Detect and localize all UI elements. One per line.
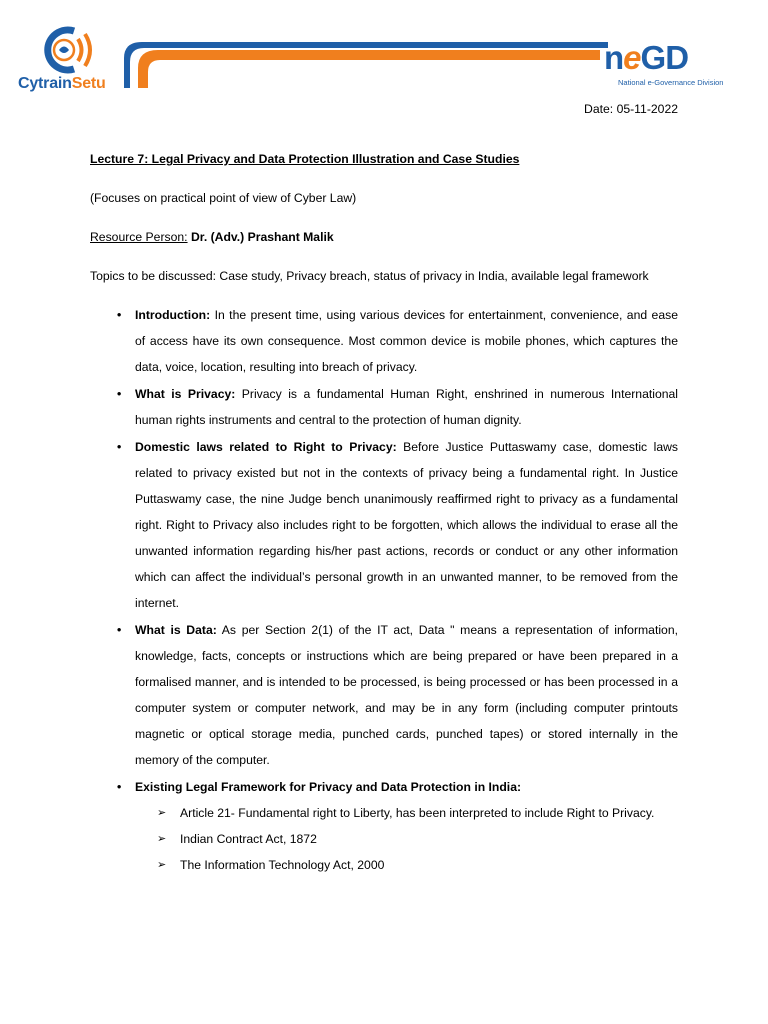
arrow-bullet-icon: ➢ — [157, 832, 167, 845]
arrow-bullet-icon: ➢ — [157, 858, 167, 871]
bullet-item-introduction — [90, 302, 678, 380]
sub-list-item — [135, 800, 678, 826]
resource-person-name: Dr. (Adv.) Prashant Malik — [190, 230, 334, 244]
bullet-icon: • — [117, 440, 122, 454]
bullet-item-what-is-privacy — [90, 381, 678, 433]
sub-item-text: Indian Contract Act, 1872 — [180, 832, 317, 846]
negd-logo — [604, 40, 734, 92]
bullet-text: Privacy is a fundamental Human Right, enshrined in numerous International human rights instruments and central to the protection of human dignity. — [135, 387, 678, 427]
bullet-heading: Existing Legal Framework for Privacy and Data Protection in India: — [135, 780, 522, 794]
sub-list-item — [135, 852, 678, 878]
arrow-bullet-icon: ➢ — [157, 806, 167, 819]
sub-item-text: The Information Technology Act, 2000 — [180, 858, 385, 872]
bullet-item-legal-framework — [90, 774, 678, 878]
bullet-heading: What is Privacy: — [135, 387, 236, 401]
bullet-icon: • — [117, 387, 122, 401]
bullet-list — [90, 302, 678, 878]
document-title: Lecture 7: Legal Privacy and Data Protection Illustration and Case Studies — [90, 152, 520, 166]
bullet-icon: • — [117, 308, 122, 322]
resource-person — [90, 224, 678, 250]
negd-subtitle: National e-Governance Division — [618, 78, 724, 87]
bullet-heading: What is Data: — [135, 623, 217, 637]
negd-wordmark: neGD — [604, 39, 689, 76]
bullet-icon: • — [117, 780, 122, 794]
resource-person-label: Resource Person: — [90, 230, 188, 244]
bullet-heading: Domestic laws related to Right to Privacy: — [135, 440, 397, 454]
cytrainsetu-logo-icon — [38, 25, 100, 77]
bullet-text: Before Justice Puttaswamy case, domestic laws related to privacy existed but not in the contexts of privacy being a fundamental right. In Justice Puttaswamy case, the nine Judge bench unanimously reaffirmed right to privacy as a fundamental right. Right to Privacy also includes right to be forgotten, which allows the individual to erase all the unwanted information regarding his/her past actions, records or conduct or any other information which can affect the individual’s personal growth in an unwanted manner, to be removed from the internet. — [135, 440, 678, 610]
page-header — [0, 0, 768, 100]
bullet-item-what-is-data — [90, 617, 678, 773]
bullet-heading: Introduction: — [135, 308, 211, 322]
bullet-text: As per Section 2(1) of the IT act, Data " means a representation of information, knowledge, facts, concepts or instructions which are being prepared or have been prepared in a formalised manner, and is intended to be processed, is being processed or has been processed in a computer system or computer network, and may be in any form (including computer printouts magnetic or optical storage media, punched cards, punched tapes) or stored internally in the memory of the computer. — [135, 623, 678, 767]
bullet-text: In the present time, using various devices for entertainment, convenience, and ease of access have its own consequence. Most common device is mobile phones, which captures the data, voice, location, resulting into breach of privacy. — [135, 308, 678, 374]
cytrainsetu-logo — [16, 25, 126, 95]
header-banner — [118, 40, 614, 90]
topics-line: Topics to be discussed: Case study, Privacy breach, status of privacy in India, available legal framework — [90, 269, 649, 283]
sub-list-item — [135, 826, 678, 852]
document-body — [90, 96, 678, 879]
bullet-item-domestic-laws — [90, 434, 678, 616]
document-focus: (Focuses on practical point of view of Cyber Law) — [90, 191, 357, 205]
sub-list — [135, 800, 678, 878]
cytrainsetu-wordmark: CytrainSetu — [18, 75, 106, 92]
sub-item-text: Article 21- Fundamental right to Liberty, has been interpreted to include Right to Privacy. — [180, 806, 655, 820]
document-date: Date: 05-11-2022 — [584, 102, 678, 116]
bullet-icon: • — [117, 623, 122, 637]
